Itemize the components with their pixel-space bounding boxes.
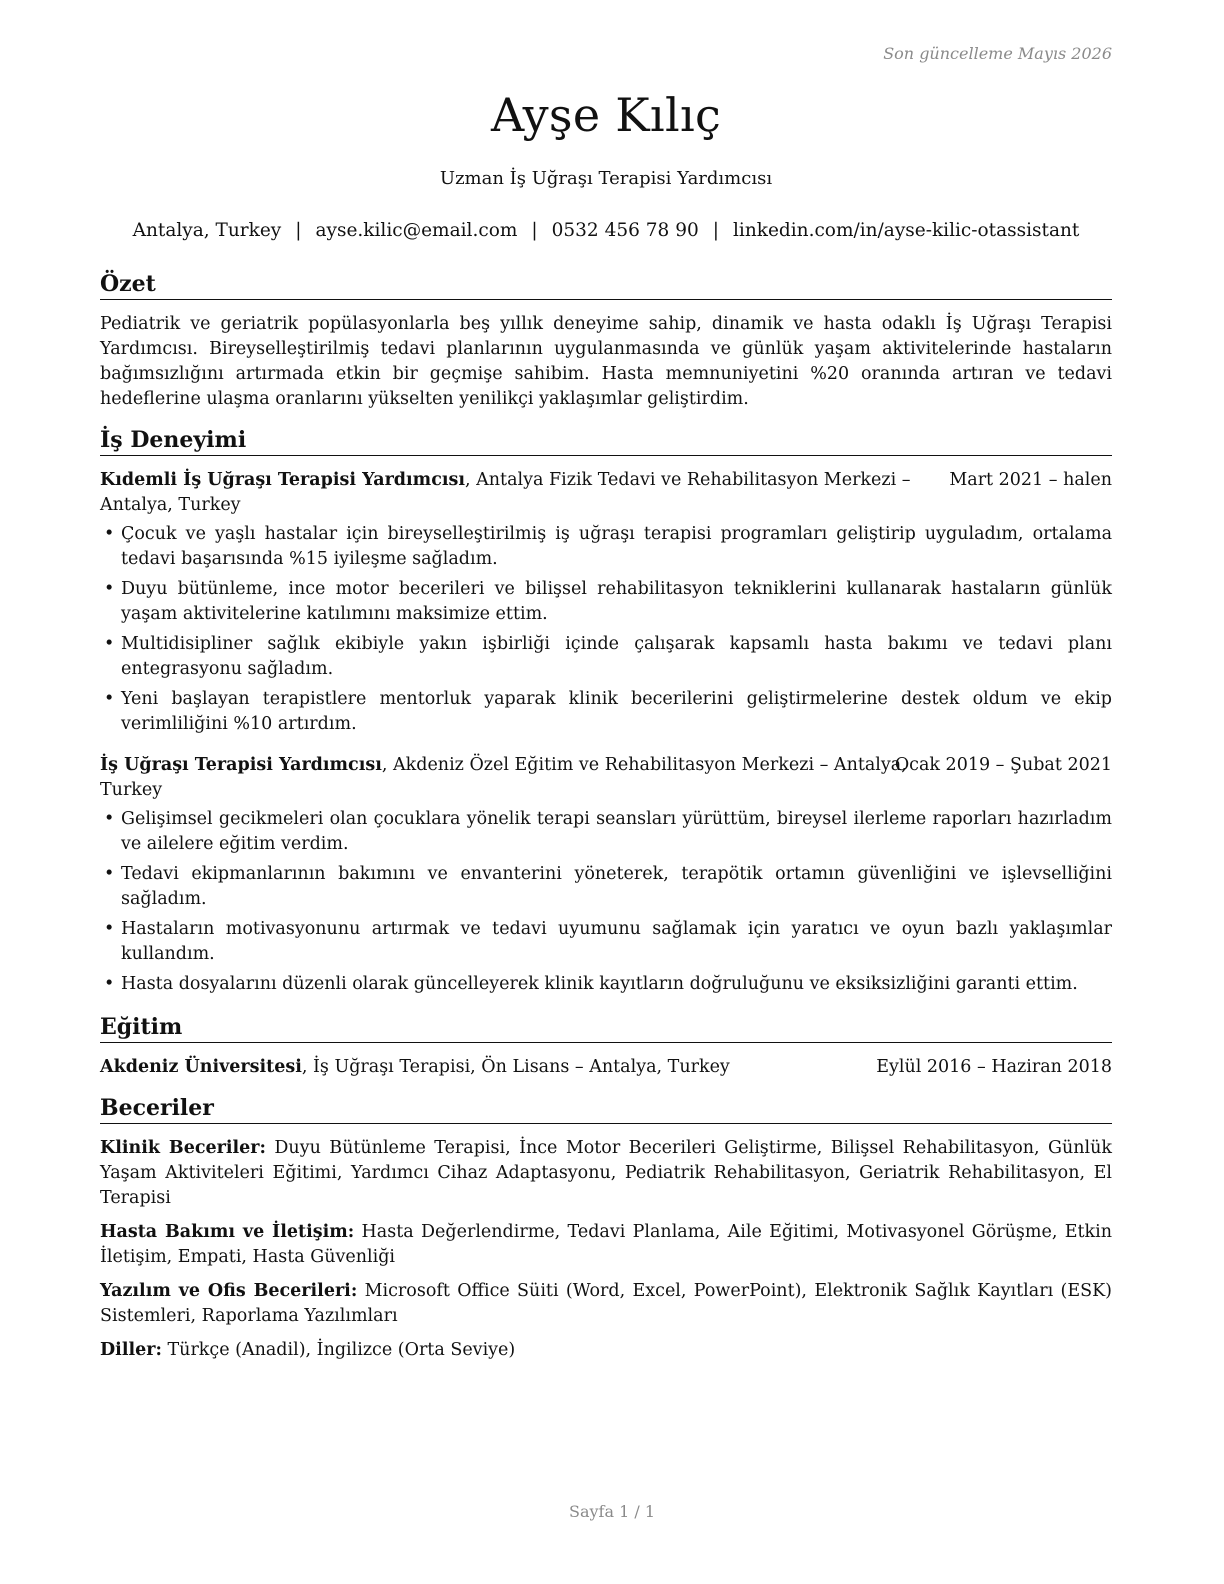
education-school: Akdeniz Üniversitesi	[100, 1057, 302, 1077]
skill-text: Türkçe (Anadil), İngilizce (Orta Seviye)	[161, 1340, 516, 1360]
list-item	[100, 687, 1112, 737]
job-header	[100, 468, 1112, 518]
bullet-icon: •	[104, 579, 115, 599]
page-number: Sayfa 1 / 1	[568, 1502, 655, 1521]
contact-separator: |	[712, 220, 719, 241]
list-item	[100, 807, 1112, 857]
contact-phone: 0532 456 78 90	[551, 220, 699, 241]
section-heading: Eğitim	[100, 1013, 1112, 1043]
section-heading: İş Deneyimi	[100, 426, 1112, 456]
bullet-icon: •	[104, 524, 115, 544]
list-item	[100, 522, 1112, 572]
skill-label: Yazılım ve Ofis Becerileri:	[100, 1281, 358, 1301]
contact-separator: |	[295, 220, 302, 241]
contact-linkedin[interactable]: linkedin.com/in/ayse-kilic-otassistant	[732, 220, 1080, 241]
bullet-text: Tedavi ekipmanlarının bakımını ve envanterini yöneterek, terapötik ortamın güvenliğini ve işlevselliğini sağladım.	[121, 864, 1112, 909]
job-organization: , Antalya Fizik Tedavi ve Rehabilitasyon Merkezi – Antalya, Turkey	[100, 470, 911, 515]
bullet-text: Multidisipliner sağlık ekibiyle yakın işbirliği içinde çalışarak kapsamlı hasta bakımı ve tedavi planı entegrasyonu sağladım.	[121, 634, 1112, 679]
bullet-text: Duyu bütünleme, ince motor becerileri ve bilişsel rehabilitasyon tekniklerini kullanarak hastaların günlük yaşam aktivitelerine katılımını maksimize ettim.	[121, 579, 1112, 624]
resume-page	[100, 0, 1112, 1584]
summary-section	[100, 270, 1112, 412]
list-item	[100, 632, 1112, 682]
bullet-icon: •	[104, 689, 115, 709]
skill-label: Hasta Bakımı ve İletişim:	[100, 1222, 355, 1242]
bullet-text: Yeni başlayan terapistlere mentorluk yaparak klinik becerilerini geliştirmelerine destek oldum ve ekip verimliliğini %10 artırdım.	[121, 689, 1112, 734]
job-organization: , Akdeniz Özel Eğitim ve Rehabilitasyon Merkezi – Antalya, Turkey	[100, 755, 907, 800]
contact-separator: |	[531, 220, 538, 241]
skill-label: Diller:	[100, 1340, 162, 1360]
bullet-icon: •	[104, 919, 115, 939]
bullet-text: Hasta dosyalarını düzenli olarak güncelleyerek klinik kayıtların doğruluğunu ve eksiksizliğini garanti ettim.	[121, 974, 1078, 994]
bullet-icon: •	[104, 809, 115, 829]
education-details: , İş Uğraşı Terapisi, Ön Lisans – Antalya, Turkey	[301, 1057, 730, 1077]
summary-text: Pediatrik ve geriatrik popülasyonlarla beş yıllık deneyime sahip, dinamik ve hasta odaklı İş Uğraşı Terapisi Yardımcısı. Bireyselleştirilmiş tedavi planlarının uygulanmasında ve günlük yaşam aktivitelerinde hastaların bağımsızlığını artırmada etkin bir geçmişe sahibim. Hasta memnuniyetini %20 oranında artıran ve tedavi hedeflerine ulaşma oranlarını yükselten yenilikçi yaklaşımlar geliştirdim.	[100, 314, 1112, 409]
education-entry	[100, 1055, 1112, 1080]
education-date: Eylül 2016 – Haziran 2018	[876, 1057, 1112, 1077]
skill-text: Hasta Değerlendirme, Tedavi Planlama, Aile Eğitimi, Motivasyonel Görüşme, Etkin İletişim, Empati, Hasta Güvenliği	[100, 1222, 1112, 1267]
list-item	[100, 917, 1112, 967]
skill-text: Duyu Bütünleme Terapisi, İnce Motor Becerileri Geliştirme, Bilişsel Rehabilitasyon, Günlük Yaşam Aktiviteleri Eğitimi, Yardımcı Cihaz Adaptasyonu, Pediatrik Rehabilitasyon, Geriatrik Rehabilitasyon, El Terapisi	[100, 1138, 1112, 1208]
job-date: Ocak 2019 – Şubat 2021	[894, 755, 1112, 775]
list-item	[100, 972, 1112, 997]
job-date: Mart 2021 – halen	[949, 470, 1112, 490]
skill-text: Microsoft Office Süiti (Word, Excel, PowerPoint), Elektronik Sağlık Kayıtları (ESK) Sistemleri, Raporlama Yazılımları	[100, 1281, 1112, 1326]
section-heading: Özet	[100, 270, 1112, 300]
skill-group	[100, 1338, 1112, 1363]
last-updated: Son güncelleme Mayıs 2026	[883, 44, 1112, 63]
bullet-text: Çocuk ve yaşlı hastalar için bireyselleştirilmiş iş uğraşı terapisi programları geliştirip uyguladım, ortalama tedavi başarısında %15 iyileşme sağladım.	[121, 524, 1112, 569]
bullet-icon: •	[104, 864, 115, 884]
job-bullets	[100, 807, 1112, 997]
contact-email[interactable]: ayse.kilic@email.com	[315, 220, 518, 241]
contact-line	[100, 220, 1112, 241]
job-role: İş Uğraşı Terapisi Yardımcısı	[100, 755, 382, 775]
candidate-title: Uzman İş Uğraşı Terapisi Yardımcısı	[439, 168, 773, 189]
resume-content	[100, 270, 1112, 1377]
section-heading: Beceriler	[100, 1094, 1112, 1124]
skill-group	[100, 1136, 1112, 1211]
skill-group	[100, 1220, 1112, 1270]
bullet-icon: •	[104, 634, 115, 654]
candidate-name: Ayşe Kılıç	[490, 88, 722, 142]
list-item	[100, 577, 1112, 627]
skill-label: Klinik Beceriler:	[100, 1138, 266, 1158]
bullet-icon: •	[104, 974, 115, 994]
contact-location: Antalya, Turkey	[132, 220, 282, 241]
job-entry	[100, 468, 1112, 737]
skills-section	[100, 1094, 1112, 1363]
education-section	[100, 1013, 1112, 1080]
job-header	[100, 753, 1112, 803]
experience-section	[100, 426, 1112, 997]
bullet-text: Gelişimsel gecikmeleri olan çocuklara yönelik terapi seansları yürüttüm, bireysel ilerleme raporları hazırladım ve ailelere eğitim verdim.	[121, 809, 1112, 854]
job-bullets	[100, 522, 1112, 737]
skill-group	[100, 1279, 1112, 1329]
bullet-text: Hastaların motivasyonunu artırmak ve tedavi uyumunu sağlamak için yaratıcı ve oyun bazlı yaklaşımlar kullandım.	[121, 919, 1112, 964]
list-item	[100, 862, 1112, 912]
job-entry	[100, 753, 1112, 997]
job-role: Kıdemli İş Uğraşı Terapisi Yardımcısı	[100, 470, 465, 490]
